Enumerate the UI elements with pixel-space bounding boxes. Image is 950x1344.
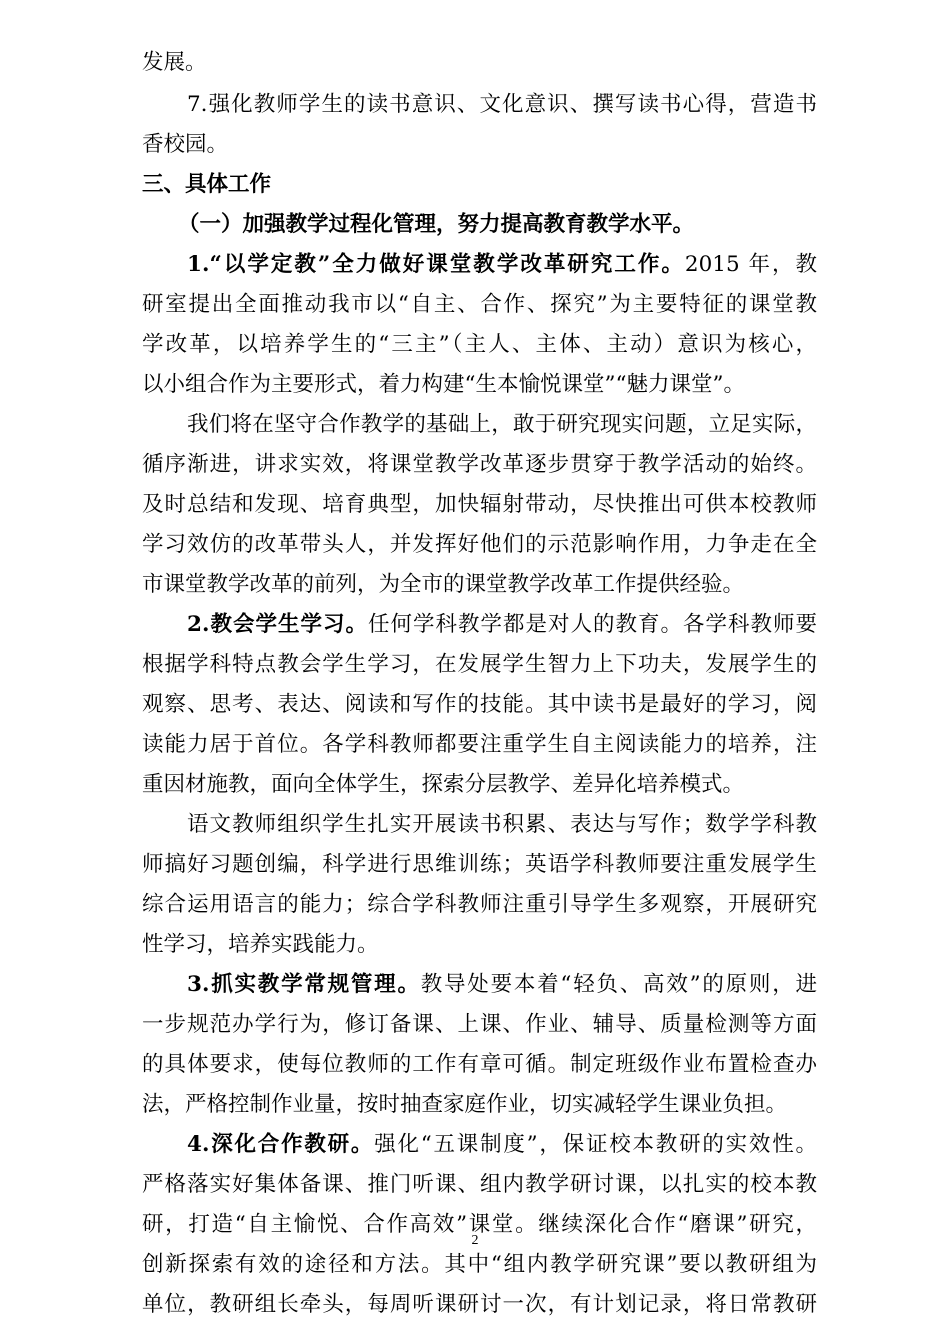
body-text: 一步规范办学行为，修订备课、上课、作业、辅导、质量检测等方面 <box>142 1012 817 1037</box>
body-text: 综合运用语言的能力；综合学科教师注重引导学生多观察，开展研究 <box>142 892 817 917</box>
text-line <box>142 130 228 160</box>
text-line <box>142 1050 817 1080</box>
text-line <box>142 1290 817 1320</box>
body-text: 读能力居于首位。各学科教师都要注重学生自主阅读能力的培养，注 <box>142 732 817 757</box>
body-text: 循序渐进，讲求实效，将课堂教学改革逐步贯穿于教学活动的始终。 <box>142 452 817 477</box>
body-text: 根据学科特点教会学生学习，在发展学生智力上下功夫，发展学生的 <box>142 652 817 677</box>
body-text: 发展。 <box>142 50 207 75</box>
body-text: 学习效仿的改革带头人，并发挥好他们的示范影响作用，力争走在全 <box>142 532 817 557</box>
body-text: 市课堂教学改革的前列，为全市的课堂教学改革工作提供经验。 <box>142 572 745 597</box>
text-line <box>142 930 379 960</box>
body-text: 7.强化教师学生的读书意识、文化意识、撰写读书心得，营造书 <box>187 92 817 117</box>
body-text: 重因材施教，面向全体学生，探索分层教学、差异化培养模式。 <box>142 772 745 797</box>
text-line <box>187 970 817 1000</box>
text-line <box>187 1130 817 1160</box>
text-line <box>142 170 271 200</box>
text-line <box>142 290 817 320</box>
body-text: 研室提出全面推动我市以“自主、合作、探究”为主要特征的课堂教 <box>142 292 817 317</box>
body-text: 我们将在坚守合作教学的基础上，敢于研究现实问题，立足实际， <box>187 412 817 437</box>
body-text: 研，打造“自主愉悦、合作高效”课堂。继续深化合作“磨课”研究， <box>142 1212 817 1237</box>
text-line <box>187 810 817 840</box>
body-text: 学改革，以培养学生的“三主”（主人、主体、主动）意识为核心， <box>142 332 817 357</box>
text-line <box>142 1170 817 1200</box>
bold-heading: 三、具体工作 <box>142 172 272 197</box>
bold-heading: 4.深化合作教研。 <box>187 1132 375 1157</box>
text-line <box>142 690 817 720</box>
text-line <box>142 490 817 520</box>
text-line <box>187 90 817 120</box>
text-line <box>142 570 744 600</box>
page-number: 2 <box>471 1233 479 1248</box>
text-line <box>142 450 817 480</box>
bold-heading: 3.抓实教学常规管理。 <box>187 972 421 997</box>
text-line <box>142 530 817 560</box>
text-line <box>187 410 817 440</box>
text-line <box>142 650 817 680</box>
bold-heading: 1.“以学定教”全力做好课堂教学改革研究工作。 <box>187 252 685 277</box>
body-text: 香校园。 <box>142 132 229 157</box>
text-line <box>142 890 817 920</box>
bold-heading: （一）加强教学过程化管理，努力提高教育教学水平。 <box>178 212 695 237</box>
body-text: 语文教师组织学生扎实开展读书积累、表达与写作；数学学科教 <box>187 812 817 837</box>
body-text: 2015 年，教 <box>684 252 817 277</box>
body-text: 任何学科教学都是对人的教育。各学科教师要 <box>367 612 817 637</box>
body-text: 创新探索有效的途径和方法。其中“组内教学研究课”要以教研组为 <box>142 1252 817 1277</box>
text-line <box>142 370 745 400</box>
text-line <box>142 730 817 760</box>
body-text: 严格落实好集体备课、推门听课、组内教学研讨课，以扎实的校本教 <box>142 1172 817 1197</box>
text-line <box>178 210 694 240</box>
text-line <box>142 48 207 78</box>
text-line <box>142 1250 817 1280</box>
body-text: 单位，教研组长牵头，每周听课研讨一次，有计划记录，将日常教研 <box>142 1292 817 1317</box>
body-text: 及时总结和发现、培育典型，加快辐射带动，尽快推出可供本校教师 <box>142 492 817 517</box>
body-text: 法，严格控制作业量，按时抽查家庭作业，切实减轻学生课业负担。 <box>142 1092 788 1117</box>
text-line <box>187 610 817 640</box>
text-line <box>187 250 817 280</box>
text-line <box>142 850 817 880</box>
body-text: 的具体要求，使每位教师的工作有章可循。制定班级作业布置检查办 <box>142 1052 817 1077</box>
text-line <box>142 1090 787 1120</box>
body-text: 师搞好习题创编，科学进行思维训练；英语学科教师要注重发展学生 <box>142 852 817 877</box>
body-text: 性学习，培养实践能力。 <box>142 932 379 957</box>
body-text: 教导处要本着“轻负、高效”的原则，进 <box>420 972 817 997</box>
body-text: 观察、思考、表达、阅读和写作的技能。其中读书是最好的学习，阅 <box>142 692 817 717</box>
text-line <box>142 1010 817 1040</box>
text-line <box>142 770 744 800</box>
body-text: 强化“五课制度”，保证校本教研的实效性。 <box>374 1132 817 1157</box>
bold-heading: 2.教会学生学习。 <box>187 612 368 637</box>
body-text: 以小组合作为主要形式，着力构建“生本愉悦课堂”“魅力课堂”。 <box>142 372 745 397</box>
text-line <box>142 330 817 360</box>
